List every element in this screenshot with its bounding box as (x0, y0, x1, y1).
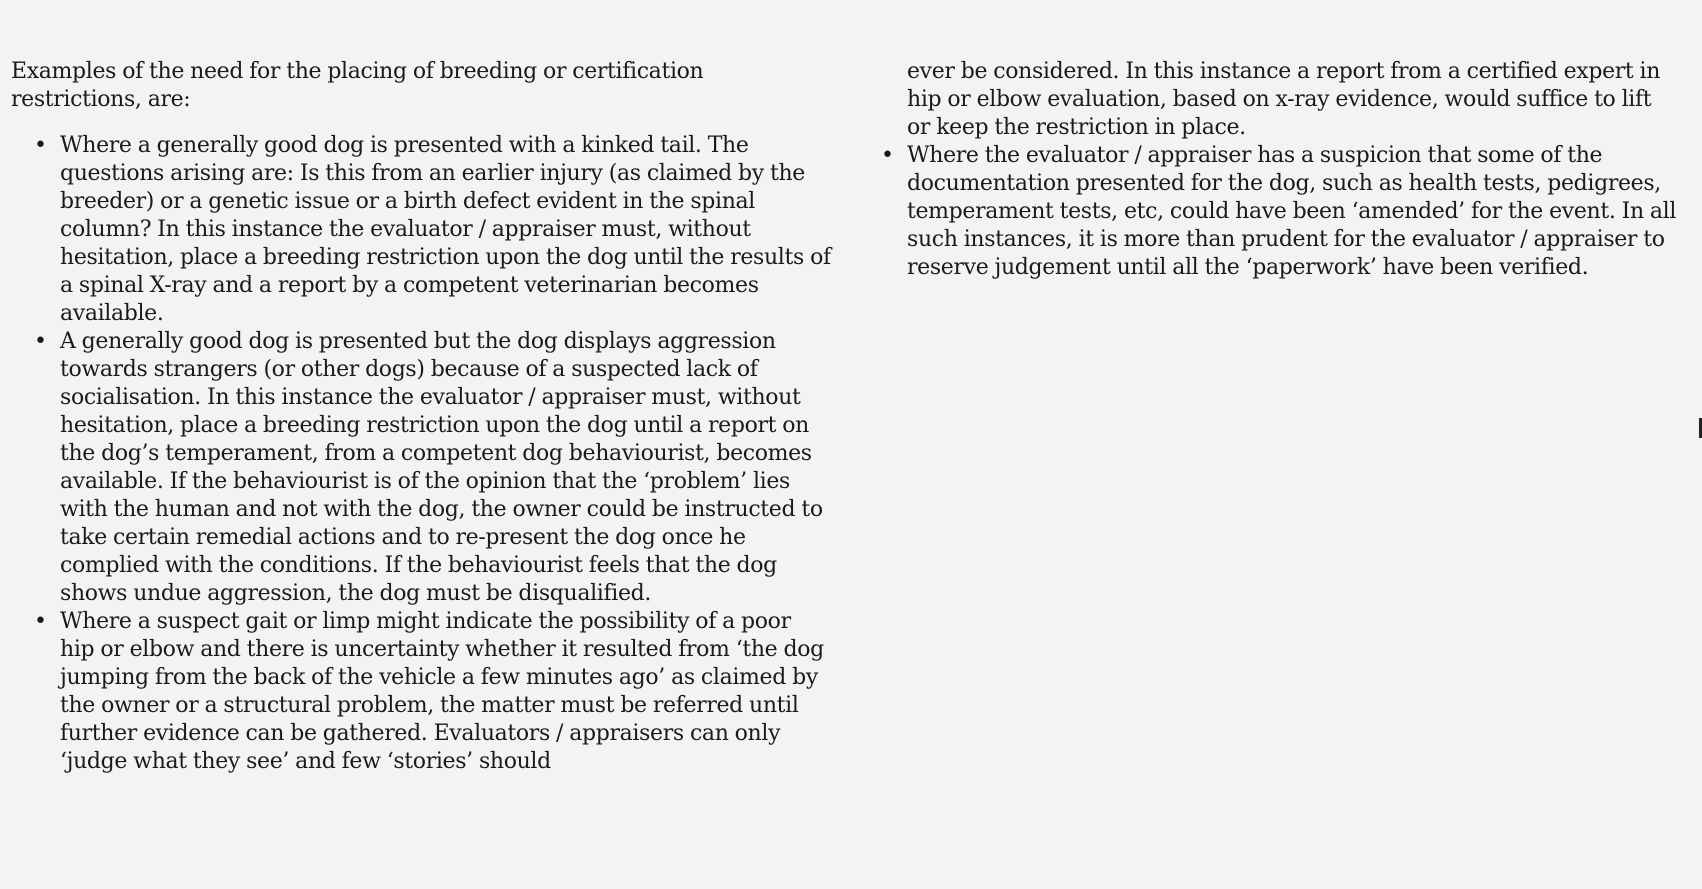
list-item-text: Where the evaluator / appraiser has a suspicion that some of the documentation presented for the dog, such as health tests, pedigrees, temperament tests, etc, could have been ‘amended’ for the event. In all such instances, it is more than prudent for the evaluator / appraiser to reserve judgement until all the ‘paperwork’ have been verified. (907, 143, 1677, 280)
bullet-icon: • (881, 143, 894, 168)
right-column (858, 58, 1678, 282)
list-item (858, 142, 1678, 282)
list-item (11, 132, 831, 328)
restriction-list-continued (858, 142, 1678, 282)
intro-paragraph: Examples of the need for the placing of breeding or certification restrictions, are: (11, 59, 704, 112)
left-column (11, 58, 831, 776)
list-item-text: Where a generally good dog is presented with a kinked tail. The questions arising are: Is this from an earlier injury (as claimed by the breeder) or a genetic issue or a birth defect evident in the spinal column? In this instance the evaluator / appraiser must, without hesitation, place a breeding restriction upon the dog until the results of a spinal X-ray and a report by a competent veterinarian becomes available. (60, 133, 831, 326)
list-item-text: Where a suspect gait or limp might indicate the possibility of a poor hip or elbow and there is uncertainty whether it resulted from ‘the dog jumping from the back of the vehicle a few minutes ago’ as claimed by the owner or a structural problem, the matter must be referred until further evidence can be gathered. Evaluators / appraisers can only ‘judge what they see’ and few ‘stories’ should (60, 609, 824, 774)
bullet-icon: • (34, 133, 47, 158)
bullet-icon: • (34, 329, 47, 354)
list-item (11, 328, 831, 608)
list-item (11, 608, 831, 776)
list-item-text: A generally good dog is presented but the dog displays aggression towards strangers (or other dogs) because of a suspected lack of socialisation. In this instance the evaluator / appraiser must, without hesitation, place a breeding restriction upon the dog until a report on the dog’s temperament, from a competent dog behaviourist, becomes available. If the behaviourist is of the opinion that the ‘problem’ lies with the human and not with the dog, the owner could be instructed to take certain remedial actions and to re-present the dog once he complied with the conditions. If the behaviourist feels that the dog shows undue aggression, the dog must be disqualified. (60, 329, 823, 606)
restriction-list (11, 132, 831, 776)
bullet-icon: • (34, 609, 47, 634)
list-item-continuation: ever be considered. In this instance a report from a certified expert in hip or elbow evaluation, based on x-ray evidence, would suffice to lift or keep the restriction in place. (907, 59, 1661, 140)
